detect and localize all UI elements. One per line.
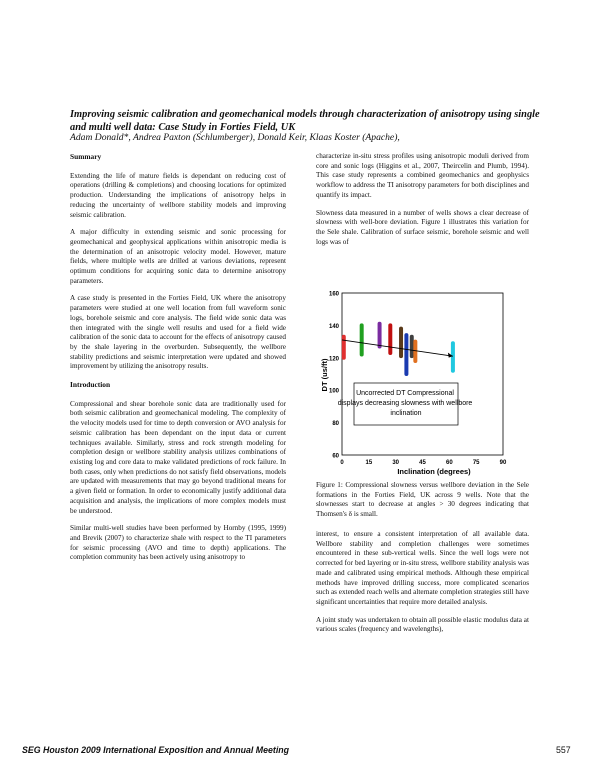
data-point [414, 340, 417, 343]
data-point [378, 327, 381, 330]
series-well-4 [389, 324, 392, 355]
data-point [405, 334, 408, 337]
data-point [342, 335, 345, 338]
x-tick-label: 90 [499, 460, 507, 466]
chart-y-label: DT (us/ft) [320, 358, 329, 392]
data-point [389, 338, 392, 341]
y-tick-label: 140 [328, 323, 339, 330]
x-tick-label: 30 [392, 460, 400, 466]
x-tick-label: 60 [445, 460, 453, 466]
summary-heading: Summary [70, 152, 102, 161]
data-point [451, 342, 454, 345]
chart-x-label: Inclination (degrees) [397, 467, 471, 476]
left-column [70, 152, 286, 571]
summary-paragraph-1: Extending the life of mature fields is dependant on reducing cost of operations (drilling & completions) and choosing locations for optimized production. Understanding the implications of anisotropy helps in reducing the uncertainty of wellbore stability models and improving seismic calibration. [70, 171, 286, 219]
y-tick-label: 100 [328, 388, 339, 395]
data-point [405, 340, 408, 343]
summary-paragraph-2: A major difficulty in extending seismic and sonic processing for geomechanical and geophysical applications within anisotropic media is the determination of an anisotropic velocity model. However, mature fields, where multiple wells are drilled at various deviations, represent optimum conditions for acquiring sonic data to determine anisotropy parameters. [70, 228, 286, 285]
series-well-1 [342, 335, 345, 359]
paper-title: Improving seismic calibration and geomechanical models through characterization of anisotropy using single and multi well data: Case Study in Forties Field, UK [70, 109, 540, 133]
figure-1 [316, 283, 529, 478]
data-point [378, 332, 381, 335]
data-point [414, 359, 417, 362]
introduction-paragraph-1: Compressional and shear borehole sonic data are traditionally used for both seismic calibration and geomechanical modeling. The complexity of the velocity models used for time to depth conversion or AVO analysis for seismic calibration has been dependant on the input data or current techniques available. Similarly, stress and rock strength modeling for completion design or wellbore stability analysis utilizes combinations of existing log and core data to make validated predictions of rock failure. In both cases, only when predictions do not satisfy field observations, models are updated with measurements that may go beyond traditional means for a given field or formation. In order to economically justify additional data acquisition and analysis, the implications of more complex models must be understood. [70, 399, 286, 515]
right-paragraph-1: characterize in-situ stress profiles using anisotropic moduli derived from core and sonic logs (Higgins et al., 2007, Theircelin and Plumb, 1994). This case study represents a combined geomechanics and geophysics workflow to address the TI anisotropy parameters for both disciplines and quantify its impact. [316, 152, 529, 199]
right-column-top [316, 152, 529, 255]
data-point [399, 355, 402, 358]
introduction-heading: Introduction [70, 380, 111, 390]
trend-line [342, 340, 453, 356]
data-point [405, 359, 408, 362]
x-tick-label: 0 [340, 460, 344, 466]
page-number: 557 [556, 745, 571, 755]
right-column-bottom [316, 530, 529, 643]
y-tick-label: 60 [332, 453, 339, 460]
paper-authors: Adam Donald*, Andrea Paxton (Schlumberger), Donald Keir, Klaas Koster (Apache), [70, 132, 400, 143]
data-point [405, 372, 408, 375]
data-point [342, 350, 345, 353]
data-point [389, 351, 392, 354]
data-point [451, 351, 454, 354]
series-well-6 [405, 334, 408, 376]
data-point [451, 346, 454, 349]
data-point [399, 327, 402, 330]
annotation-line-1: Uncorrected DT Compressional [356, 390, 454, 397]
data-point [405, 366, 408, 369]
x-tick-label: 15 [365, 460, 373, 466]
right-paragraph-2: Slowness data measured in a number of wells shows a clear decrease of slowness with well-bore deviation. Figure 1 illustrates this variation for the Sele shale. Calibration of surface seismic, borehole seismic and well logs was of [316, 208, 529, 246]
data-point [378, 338, 381, 341]
data-point [389, 329, 392, 332]
data-point [360, 324, 363, 327]
data-point [389, 324, 392, 327]
right-paragraph-3: interest, to ensure a consistent interpretation of all available data. Wellbore stability and completion challenges were sometimes encountered in these sub-vertical wells. Since the well logs were not corrected for bed layering or in-situ stress, wellbore stability analysis was made and calibrated using empirical methods. Although these empirical methods have improved drilling success, more complicated scenarios such as extended reach wells and alternate completion strategies still have significant uncertainties that require more detailed analysis. [316, 530, 529, 606]
data-point [405, 353, 408, 356]
series-well-5 [399, 327, 402, 358]
y-tick-label: 160 [328, 291, 339, 298]
data-point [410, 355, 413, 358]
data-point [451, 363, 454, 366]
summary-paragraph-3: A case study is presented in the Forties Field, UK where the anisotropy parameters were studied at one well location from full waveform sonic logs, borehole seismic and core analysis. The field wide sonic data was then integrated with the single well results and used for a field wide calibration of the sonic data to account for the effects of anisotropy caused by the shale layering in the overburden. Subsequently, the wellbore stability predictions and seismic interpretation were updated and showed improvement by utilizing the anisotropy results. [70, 294, 286, 371]
series-well-8 [414, 340, 417, 363]
annotation-line-3: inclination [390, 410, 422, 417]
data-point [399, 342, 402, 345]
series-well-2 [360, 324, 363, 356]
series-well-7 [410, 335, 413, 358]
series-well-3 [378, 322, 381, 348]
data-point [360, 329, 363, 332]
chart-points [342, 322, 455, 375]
introduction-paragraph-2: Similar multi-well studies have been performed by Hornby (1995, 1999) and Brevik (2007) to characterize shale with respect to the TI parameters for seismic processing (AVO and time to depth) applications. The completion community has been actively using anisotropy to [70, 524, 286, 562]
data-point [451, 369, 454, 372]
data-point [399, 337, 402, 340]
data-point [342, 345, 345, 348]
data-point [360, 346, 363, 349]
data-point [360, 334, 363, 337]
data-point [414, 345, 417, 348]
data-point [414, 355, 417, 358]
y-tick-label: 80 [332, 421, 339, 428]
chart-axes [329, 292, 507, 467]
data-point [399, 332, 402, 335]
annotation-line-2: displays decreasing slowness with wellbore [337, 400, 473, 407]
slowness-chart [316, 283, 529, 478]
data-point [410, 335, 413, 338]
data-point [378, 322, 381, 325]
x-tick-label: 45 [419, 460, 426, 466]
data-point [342, 356, 345, 359]
figure-1-caption: Figure 1: Compressional slowness versus wellbore deviation in the Sele formations in the Forties Field, UK across 9 wells. Note that the slownesses start to decrease at angles > 30 degrees indicating that Thomsen's δ is small. [316, 481, 529, 519]
data-point [410, 345, 413, 348]
data-point [451, 356, 454, 359]
data-point [410, 340, 413, 343]
footer-meeting: SEG Houston 2009 International Exposition and Annual Meeting [22, 745, 290, 755]
series-well-9 [451, 342, 454, 373]
chart-frame [342, 293, 503, 455]
right-paragraph-4: A joint study was undertaken to obtain all possible elastic modulus data at various scales (frequency and wavelengths), [316, 615, 529, 634]
x-tick-label: 75 [472, 460, 480, 466]
data-point [389, 334, 392, 337]
data-point [360, 353, 363, 356]
y-tick-label: 120 [328, 356, 339, 363]
